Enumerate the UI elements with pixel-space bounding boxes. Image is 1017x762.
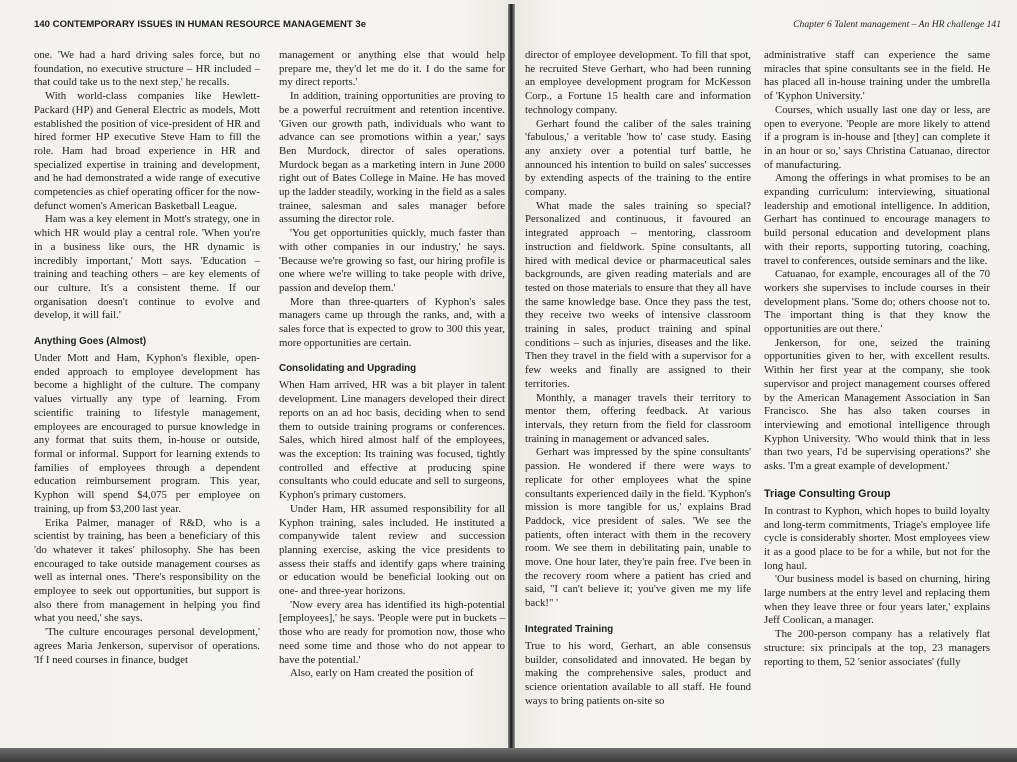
right-page: [514, 0, 1017, 748]
paragraph: Courses, which usually last one day or less, are open to everyone. 'People are more likely to attend if a program is in-house and [they] can complete it in an hour or so,' says Christina Catuanao, director of manufacturing.: [764, 103, 990, 171]
section-heading: Integrated Training: [525, 623, 614, 635]
right-column-1: [525, 49, 751, 708]
running-head-left: 140 CONTEMPORARY ISSUES IN HUMAN RESOURCE MANAGEMENT 3e: [34, 19, 367, 30]
right-column-2: [764, 49, 990, 669]
running-head-right: Chapter 6 Talent management – An HR challenge 141: [793, 19, 1001, 30]
paragraph: Erika Palmer, manager of R&D, who is a scientist by training, has been a beneficiary of this 'do whatever it takes' philosophy. She has been encouraged to take outside management courses as well as internal ones. 'There's responsibility on the employee to seek out opportunities, but support is also there from management in helping you find what you need,' she says.: [34, 516, 260, 625]
left-column-2: [279, 49, 505, 681]
left-column-1: [34, 49, 260, 667]
paragraph: management or anything else that would help prepare me, they'd let me do it. I do the same for my direct reports.': [279, 49, 505, 89]
paragraph: Ham was a key element in Mott's strategy, one in which HR would play a central role. 'When you're in a business like ours, the HR dynamic is incredibly important,' Mott says. 'Education – training and teaching others – are key elements of our culture. It's a consistent theme. If our organisation doesn't continue to evolve and develop, it will fail.': [34, 213, 260, 322]
left-page: [0, 0, 508, 748]
paragraph: Gerhart found the caliber of the sales training 'fabulous,' a veritable 'how to' case study. Easing any anxiety over a potential turf battle, he announced his intention to build on sales' successes by extending aspects of the training to the entire company.: [525, 117, 751, 199]
paragraph: 'The culture encourages personal development,' agrees Maria Jenkerson, supervisor of operations. 'If I need courses in finance, budget: [34, 626, 260, 666]
paragraph: With world-class companies like Hewlett-Packard (HP) and General Electric as models, Mott established the position of vice-president of HR and hired former HP executive Steve Ham to fill the role. Ham had broad experience in HR and specialized expertise in training and development, and he had demonstrated a wide range of executive competencies as chief operating officer for the now-defunct women's American Basketball League.: [34, 90, 260, 212]
paragraph: True to his word, Gerhart, an able consensus builder, consolidated and innovated. He began by making the comprehensive sales, product and science orientation available to all staff. He found ways to bring patients on-site so: [525, 639, 751, 707]
section-heading: Anything Goes (Almost): [34, 336, 147, 348]
paragraph: Jenkerson, for one, seized the training opportunities given to her, with excellent results. Within her first year at the company, she took supervisor and project management courses offered by the American Management Association in San Francisco. She has also taken courses in interviewing and emotional intelligence through Kyphon University. 'Who would think that in less than two years, I'd be supervising operations?' she asks. 'I'm a great example of development.': [764, 336, 990, 473]
paragraph: Catuanao, for example, encourages all of the 70 workers she supervises to include courses in their development plans. 'Some do; others choose not to. The important thing is that they know the opportunities are out there.': [764, 268, 990, 336]
paragraph: Under Ham, HR assumed responsibility for all Kyphon training, sales included. He instituted a companywide talent review and succession planning exercise, asking the vice presidents to assess their staffs and identify gaps where training or education would be beneficial looking out on one- and three-year horizons.: [279, 502, 505, 598]
paragraph: What made the sales training so special? Personalized and continuous, it favoured an integrated approach – mentoring, classroom instruction and fieldwork. Spine consultants, all hired with medical device or pharmaceutical sales backgrounds, are given reading materials and are tested on those materials to ensure that they all have the same knowledge base. Once they pass the test, they receive two weeks of intensive classroom training in sales, product training and spinal conditions – such as injuries, diseases and the like. Then they travel in the field with a supervisor for a few weeks and finally are assigned to their territories.: [525, 199, 751, 390]
section-heading: Consolidating and Upgrading: [279, 363, 417, 375]
paragraph: Monthly, a manager travels their territory to mentor them, offering feedback. At various intervals, they return from the field for classroom training in management or advanced sales.: [525, 391, 751, 445]
paragraph: one. 'We had a hard driving sales force, but no foundation, no executive structure – HR included – that could take us to the next step,' he recalls.: [34, 49, 260, 89]
paragraph: Under Mott and Ham, Kyphon's flexible, open-ended approach to employee development has become a highlight of the culture. The company values virtually any type of learning. From scientific training to lifestyle management, employees are encouraged to pursue knowledge in any format that suits them, in-house or outside, formal or informal. Support for learning extends to families of employees through a dependent education reimbursement program. This year, Kyphon will spend $4,075 per employee on training, up from $3,200 last year.: [34, 352, 260, 515]
paragraph: 'Now every area has identified its high-potential [employees],' he says. 'People were put in buckets – those who are ready for promotion now, those who need some time and those who do not appear to have the potential.': [279, 598, 505, 666]
paragraph: Gerhart was impressed by the spine consultants' passion. He wondered if there were ways to replicate for other employees what the spine consultants experienced daily in the field. 'Kyphon's mission is more tangible for us,' explains Brad Paddock, vice president of sales. 'We see the patients, often interact with them in the recovery room. We see them in debilitating pain, unable to move. One hour later, they're pain free. I've been in the recovery room where a patient has cried and said, "I can't believe it; you've given me my life back!" ': [525, 446, 751, 610]
paragraph: When Ham arrived, HR was a bit player in talent development. Line managers developed their direct reports on an ad hoc basis, deciding when to send them to outside training programs or conferences. Sales, which hired almost half of the employees, was the exception: Its training was focused, tightly controlled and effective at producing spine consultants who could educate and sell to surgeons, Kyphon's primary customers.: [279, 379, 505, 502]
paragraph: 'Our business model is based on churning, hiring large numbers at the entry level and replacing them when they leave three or four years later,' explains Jeff Coolican, a manager.: [764, 573, 990, 627]
paragraph: administrative staff can experience the same miracles that spine consultants see in the field. He has placed all in-house training under the umbrella of 'Kyphon University.': [764, 49, 990, 103]
paragraph: Among the offerings in what promises to be an expanding curriculum: interviewing, situational leadership and emotional intelligence. In addition, Gerhart has continued to encourage managers to build personal education and development plans with their reports, supporting tutoring, coaching, travel to conferences, outside seminars and the like.: [764, 172, 990, 267]
paragraph: director of employee development. To fill that spot, he recruited Steve Gerhart, who had been running an employee development program for McKesson Corp., a Fortune 15 health care and information technology company.: [525, 49, 751, 116]
section-heading: Triage Consulting Group: [764, 487, 891, 500]
book-gutter: [508, 4, 515, 748]
paragraph: More than three-quarters of Kyphon's sales managers came up through the ranks, and, with a sales force that is expected to grow to 300 this year, more opportunities are certain.: [279, 295, 505, 349]
paragraph: Also, early on Ham created the position of: [290, 667, 474, 680]
paragraph: 'You get opportunities quickly, much faster than with other companies in our industry,' he says. 'Because we're growing so fast, our hiring profile is one where we're willing to take people with drive, passion and develop them.': [279, 227, 505, 294]
paragraph: The 200-person company has a relatively flat structure: six principals at the top, 23 managers reporting to them, 52 'senior associates' (fully: [764, 628, 990, 668]
scan-bottom-edge: [0, 748, 1017, 762]
paragraph: In addition, training opportunities are proving to be a powerful recruitment and retention incentive. 'Given our growth path, individuals who want to advance can see promotions within a year,' says Ben Murdock, director of sales operations. Murdock began as a marketing intern in June 2000 right out of Bates College in Maine. He has moved up the ladder steadily, working in the field as a sales trainee, salesman and sales manager before assuming the director role.: [279, 90, 505, 226]
paragraph: In contrast to Kyphon, which hopes to build loyalty and long-term commitments, Triage's employee life cycle is considerably shorter. Most employees view it as a good place to be for a while, but not for the long haul.: [764, 504, 990, 572]
